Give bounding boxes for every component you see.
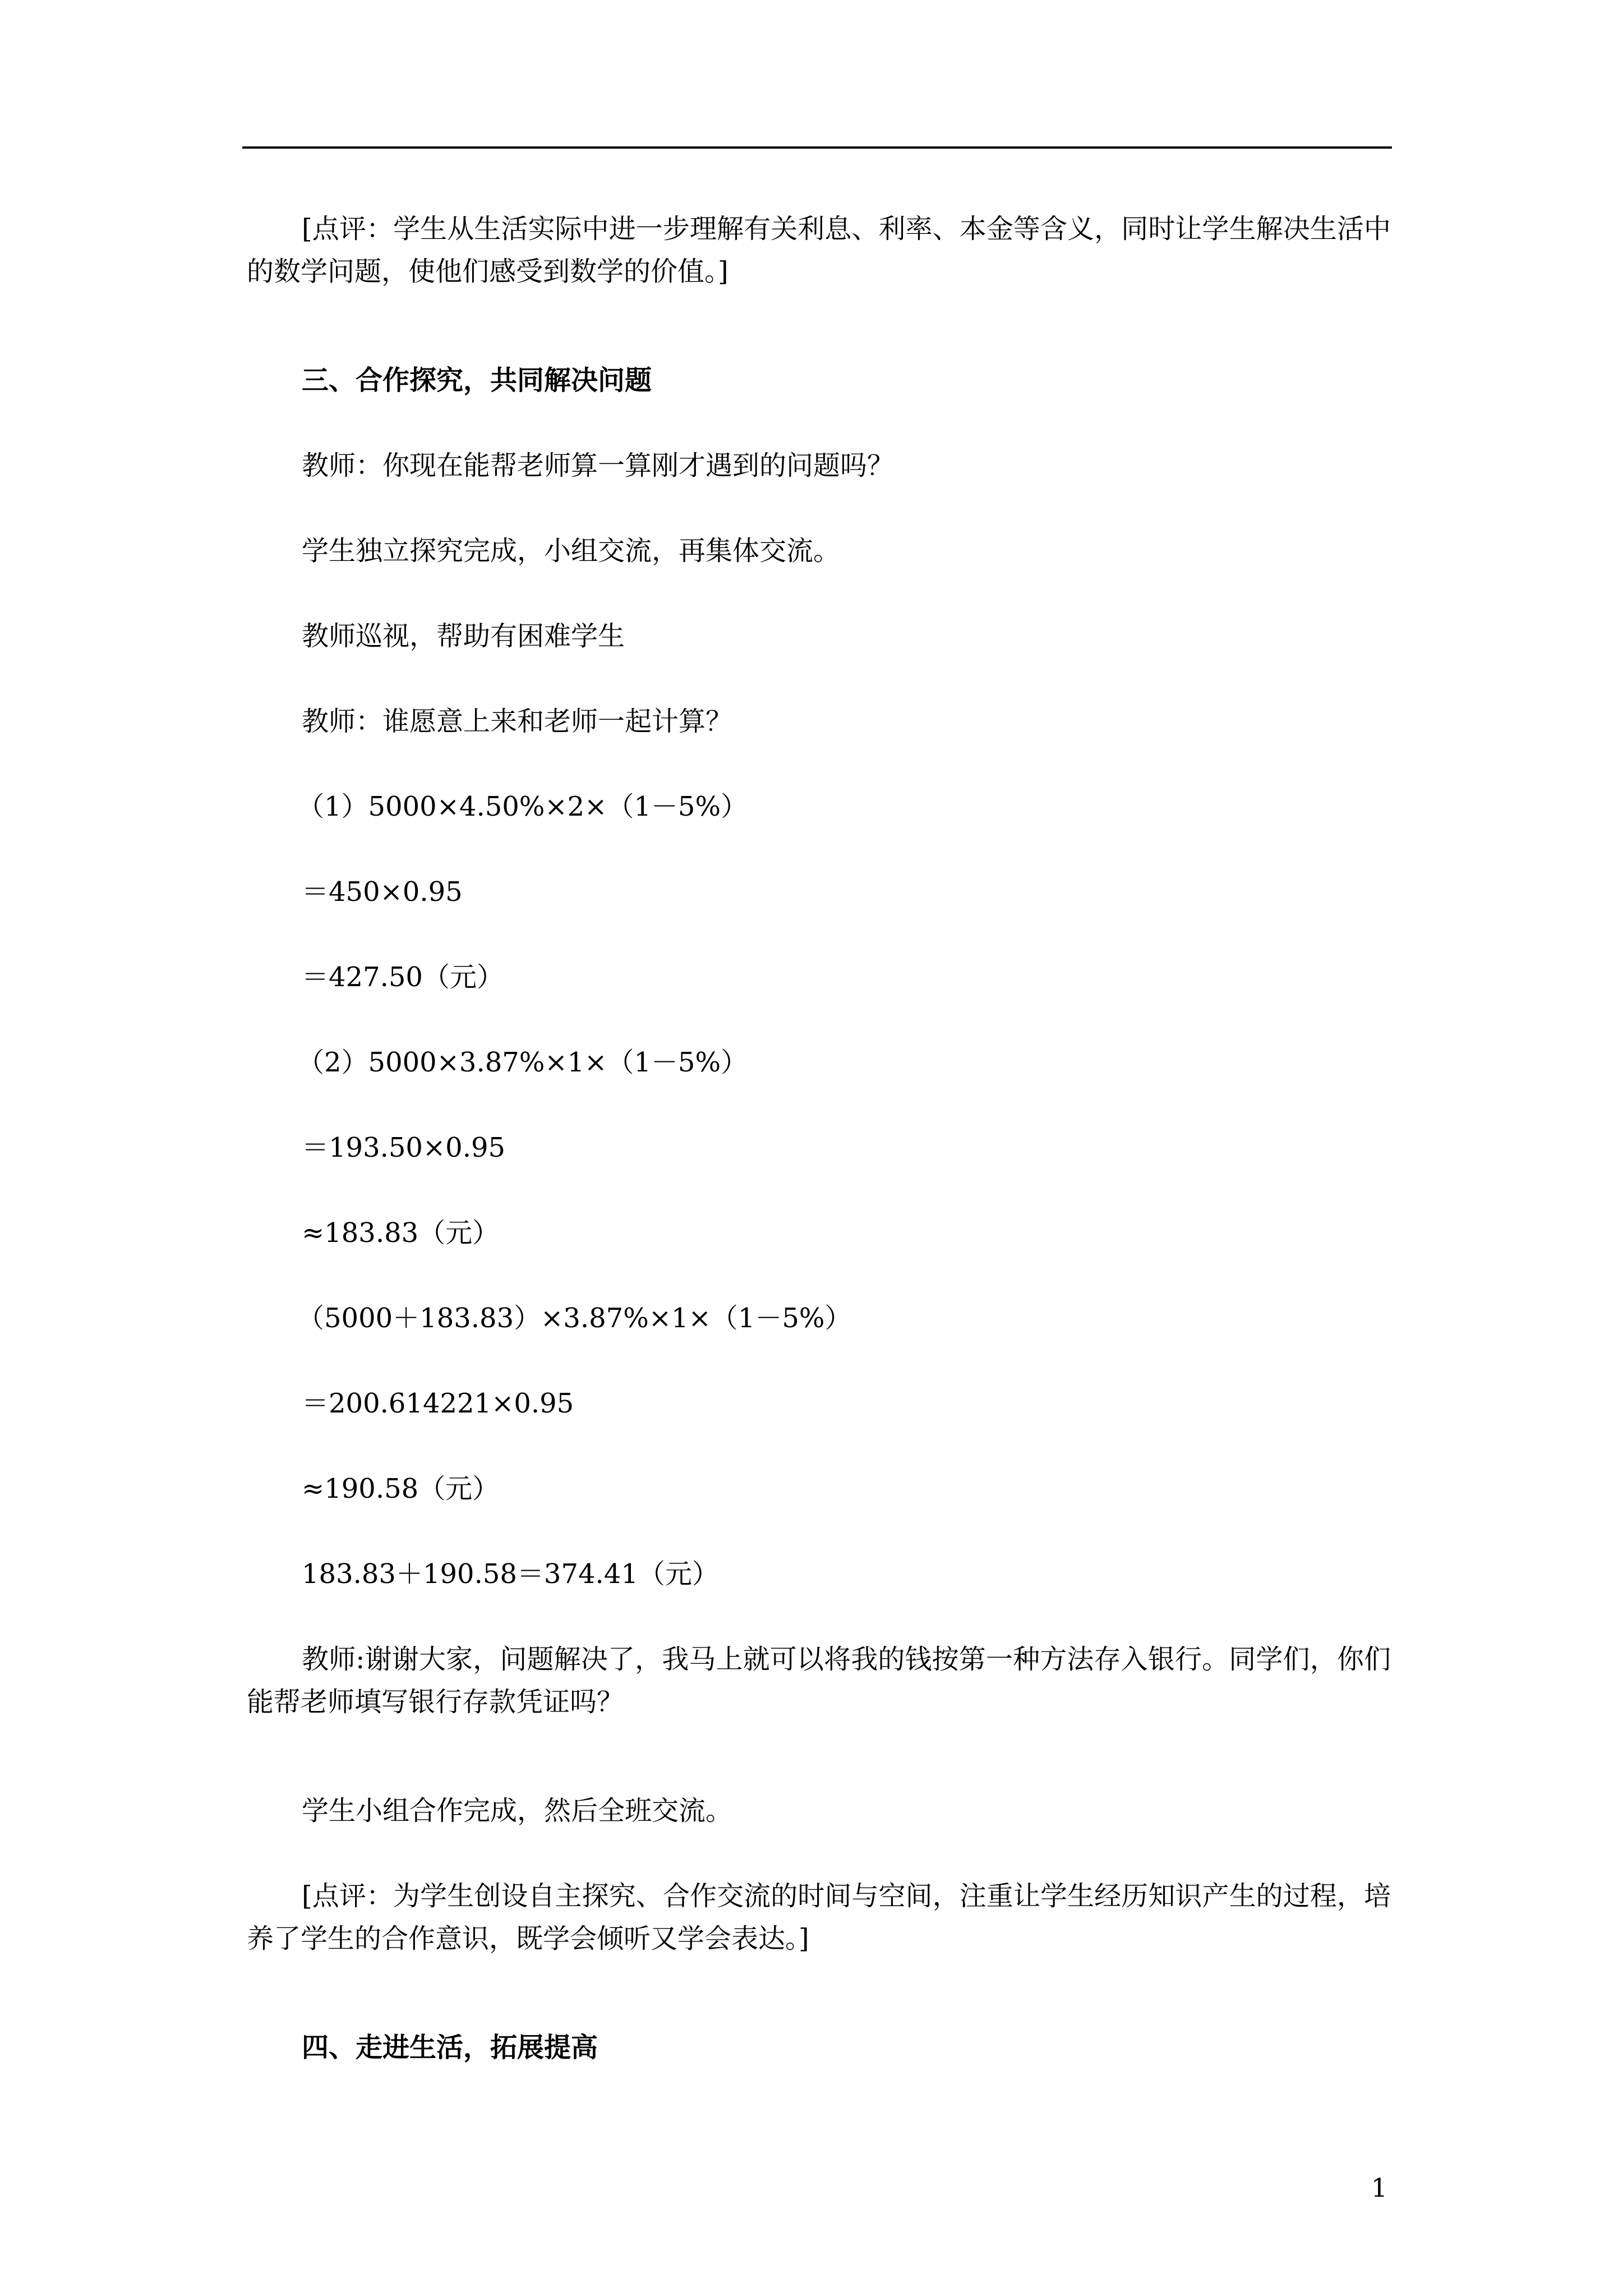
body-line: 教师：你现在能帮老师算一算刚才遇到的问题吗？	[302, 450, 895, 481]
teacher-paragraph: 教师:谢谢大家，问题解决了，我马上就可以将我的钱按第一种方法存入银行。同学们，你们能帮老师填写银行存款凭证吗？	[247, 1644, 1391, 1718]
section-heading-4: 四、走进生活，拓展提高	[302, 2032, 598, 2063]
calculation-line: （2）5000×3.87%×1×（1－5%）	[297, 1047, 748, 1078]
body-line: 教师巡视，帮助有困难学生	[302, 620, 625, 652]
calculation-line: ＝427.50（元）	[302, 961, 504, 993]
calculation-line: ≈190.58（元）	[302, 1473, 500, 1504]
calculation-line: ＝193.50×0.95	[302, 1132, 506, 1163]
calculation-line: ≈183.83（元）	[302, 1217, 500, 1249]
comment-paragraph-1: [点评：学生从生活实际中进一步理解有关利息、利率、本金等含义，同时让学生解决生活中的数学问题，使他们感受到数学的价值。]	[247, 213, 1391, 287]
calculation-line: ＝200.614221×0.95	[302, 1388, 574, 1419]
calculation-line: （5000＋183.83）×3.87%×1×（1－5%）	[297, 1303, 852, 1334]
body-line: 教师：谁愿意上来和老师一起计算？	[302, 706, 733, 737]
header-rule	[242, 146, 1392, 149]
body-line: 学生小组合作完成，然后全班交流。	[302, 1795, 733, 1826]
calculation-line: （1）5000×4.50%×2×（1－5%）	[297, 791, 748, 822]
page-number: 1	[1371, 2173, 1387, 2203]
body-line: 学生独立探究完成，小组交流，再集体交流。	[302, 535, 841, 567]
section-heading-3: 三、合作探究，共同解决问题	[302, 365, 652, 396]
calculation-line: 183.83＋190.58＝374.41（元）	[302, 1558, 719, 1590]
comment-paragraph-2: [点评：为学生创设自主探究、合作交流的时间与空间，注重让学生经历知识产生的过程，培养了学生的合作意识，既学会倾听又学会表达。]	[247, 1880, 1391, 1954]
calculation-line: ＝450×0.95	[302, 876, 463, 908]
